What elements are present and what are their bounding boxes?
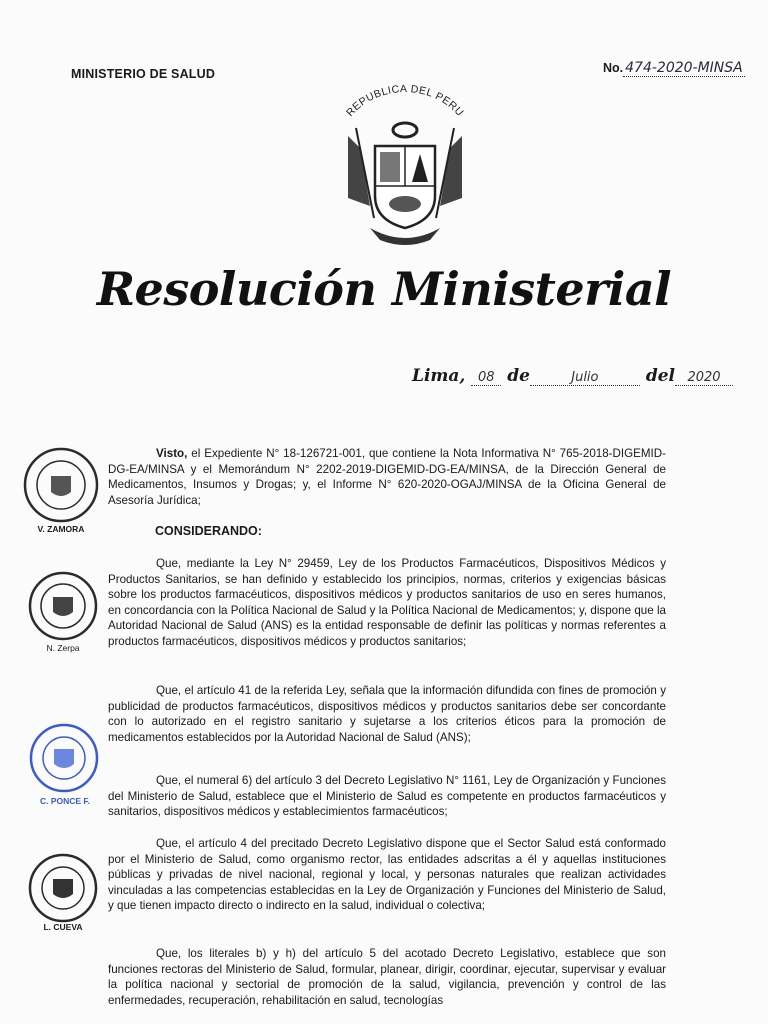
paragraph-1 <box>108 556 666 650</box>
date-year: 2020 <box>675 370 733 386</box>
seal-stamp-4 <box>27 852 99 924</box>
seal-label-1: V. ZAMORA <box>37 524 85 534</box>
visto-paragraph <box>108 446 666 508</box>
crest-arc-text: REPUBLICA DEL PERU <box>344 83 466 119</box>
visto-text: el Expediente N° 18-126721-001, que contiene la Nota Informativa N° 765-2018-DIGEMID-DG-EA/MINSA y el Memorándum N° 2202-2019-DIGEMID-DG-EA/MINSA, de la Dirección General de Medicamentos, Insumos y Drogas; y, el Informe N° 620-2020-OGAJ/MINSA de la Oficina General de Asesoría Jurídica; <box>108 447 666 507</box>
paragraph-4 <box>108 836 666 914</box>
seal-label-3: C. PONCE F. <box>39 796 91 806</box>
ministry-name: MINISTERIO DE SALUD <box>71 67 216 81</box>
paragraph-1-text: Que, mediante la Ley N° 29459, Ley de los Productos Farmacéuticos, Dispositivos Médicos y Productos Sanitarios, se han definido y establecido los principios, normas, criterios y exigencias básicas sobre los productos farmacéuticos, dispositivos médicos y productos sanitarios de uso en seres humanos, en concordancia con la Política Nacional de Salud y la Política Nacional de Medicamentos; y, dispone que la Autoridad Nacional de Salud (ANS) es la entidad responsable de definir las políticas y normas referentes a productos farmacéuticos, dispositivos médicos y productos sanitarios; <box>108 557 666 648</box>
paragraph-3 <box>108 773 666 820</box>
seal-stamp-3 <box>28 722 100 794</box>
number-label: No. <box>603 61 624 75</box>
seal-stamp-1 <box>22 446 100 524</box>
number-value: 474-2020-MINSA <box>625 60 743 76</box>
date-day: 08 <box>471 370 501 386</box>
date-de: de <box>507 366 530 386</box>
date-month: Julio <box>530 370 640 386</box>
seal-label-4: L. CUEVA <box>43 922 83 932</box>
paragraph-2-text: Que, el artículo 41 de la referida Ley, señala que la información difundida con fines de promoción y publicidad de productos farmacéuticos, dispositivos médicos y productos sanitarios debe ser concordante con lo autorizado en el registro sanitario y sujetarse a los criterios éticos para la promoción de medicamentos establecidos por la Autoridad Nacional de Salud (ANS); <box>108 684 666 744</box>
svg-text:REPUBLICA DEL PERU <box>344 83 466 119</box>
paragraph-5 <box>108 946 666 1008</box>
resolution-number <box>603 60 745 76</box>
seal-label-2: N. Zerpa <box>46 643 80 653</box>
document-title: Resolución Ministerial <box>96 262 672 316</box>
paragraph-4-text: Que, el artículo 4 del precitado Decreto Legislativo dispone que el Sector Salud está conformado por el Ministerio de Salud, como organismo rector, las entidades adscritas a él y aquellas instituciones públicas y privadas de nivel nacional, regional y local, y personas naturales que realizan actividades vinculadas a las competencias establecidas en la Ley de Organización y Funciones del Ministerio de Salud, y que tienen impacto directo o indirecto en la salud, individual o colectiva; <box>108 837 666 913</box>
paragraph-2 <box>108 683 666 745</box>
paragraph-3-text: Que, el numeral 6) del artículo 3 del Decreto Legislativo N° 1161, Ley de Organización y Funciones del Ministerio de Salud, establece que el Ministerio de Salud es competente en productos farmacéuticos y sanitarios, dispositivos médicos y establecimientos farmacéuticos; <box>108 774 666 819</box>
coat-of-arms-emblem <box>330 78 480 248</box>
visto-bold: Visto, <box>156 447 188 460</box>
date-line <box>412 366 733 386</box>
considerando-heading: CONSIDERANDO: <box>155 524 262 538</box>
date-city: Lima, <box>412 366 466 386</box>
paragraph-5-text: Que, los literales b) y h) del artículo 5 del acotado Decreto Legislativo, establece que son funciones rectoras del Ministerio de Salud, formular, planear, dirigir, coordinar, ejecutar, supervisar y evaluar la política nacional y sectorial de promoción de la salud, vigilancia, prevención y control de las enfermedades, recuperación, rehabilitación en salud, tecnologías <box>108 947 666 1007</box>
date-del: del <box>645 366 675 386</box>
seal-stamp-2 <box>27 570 99 642</box>
